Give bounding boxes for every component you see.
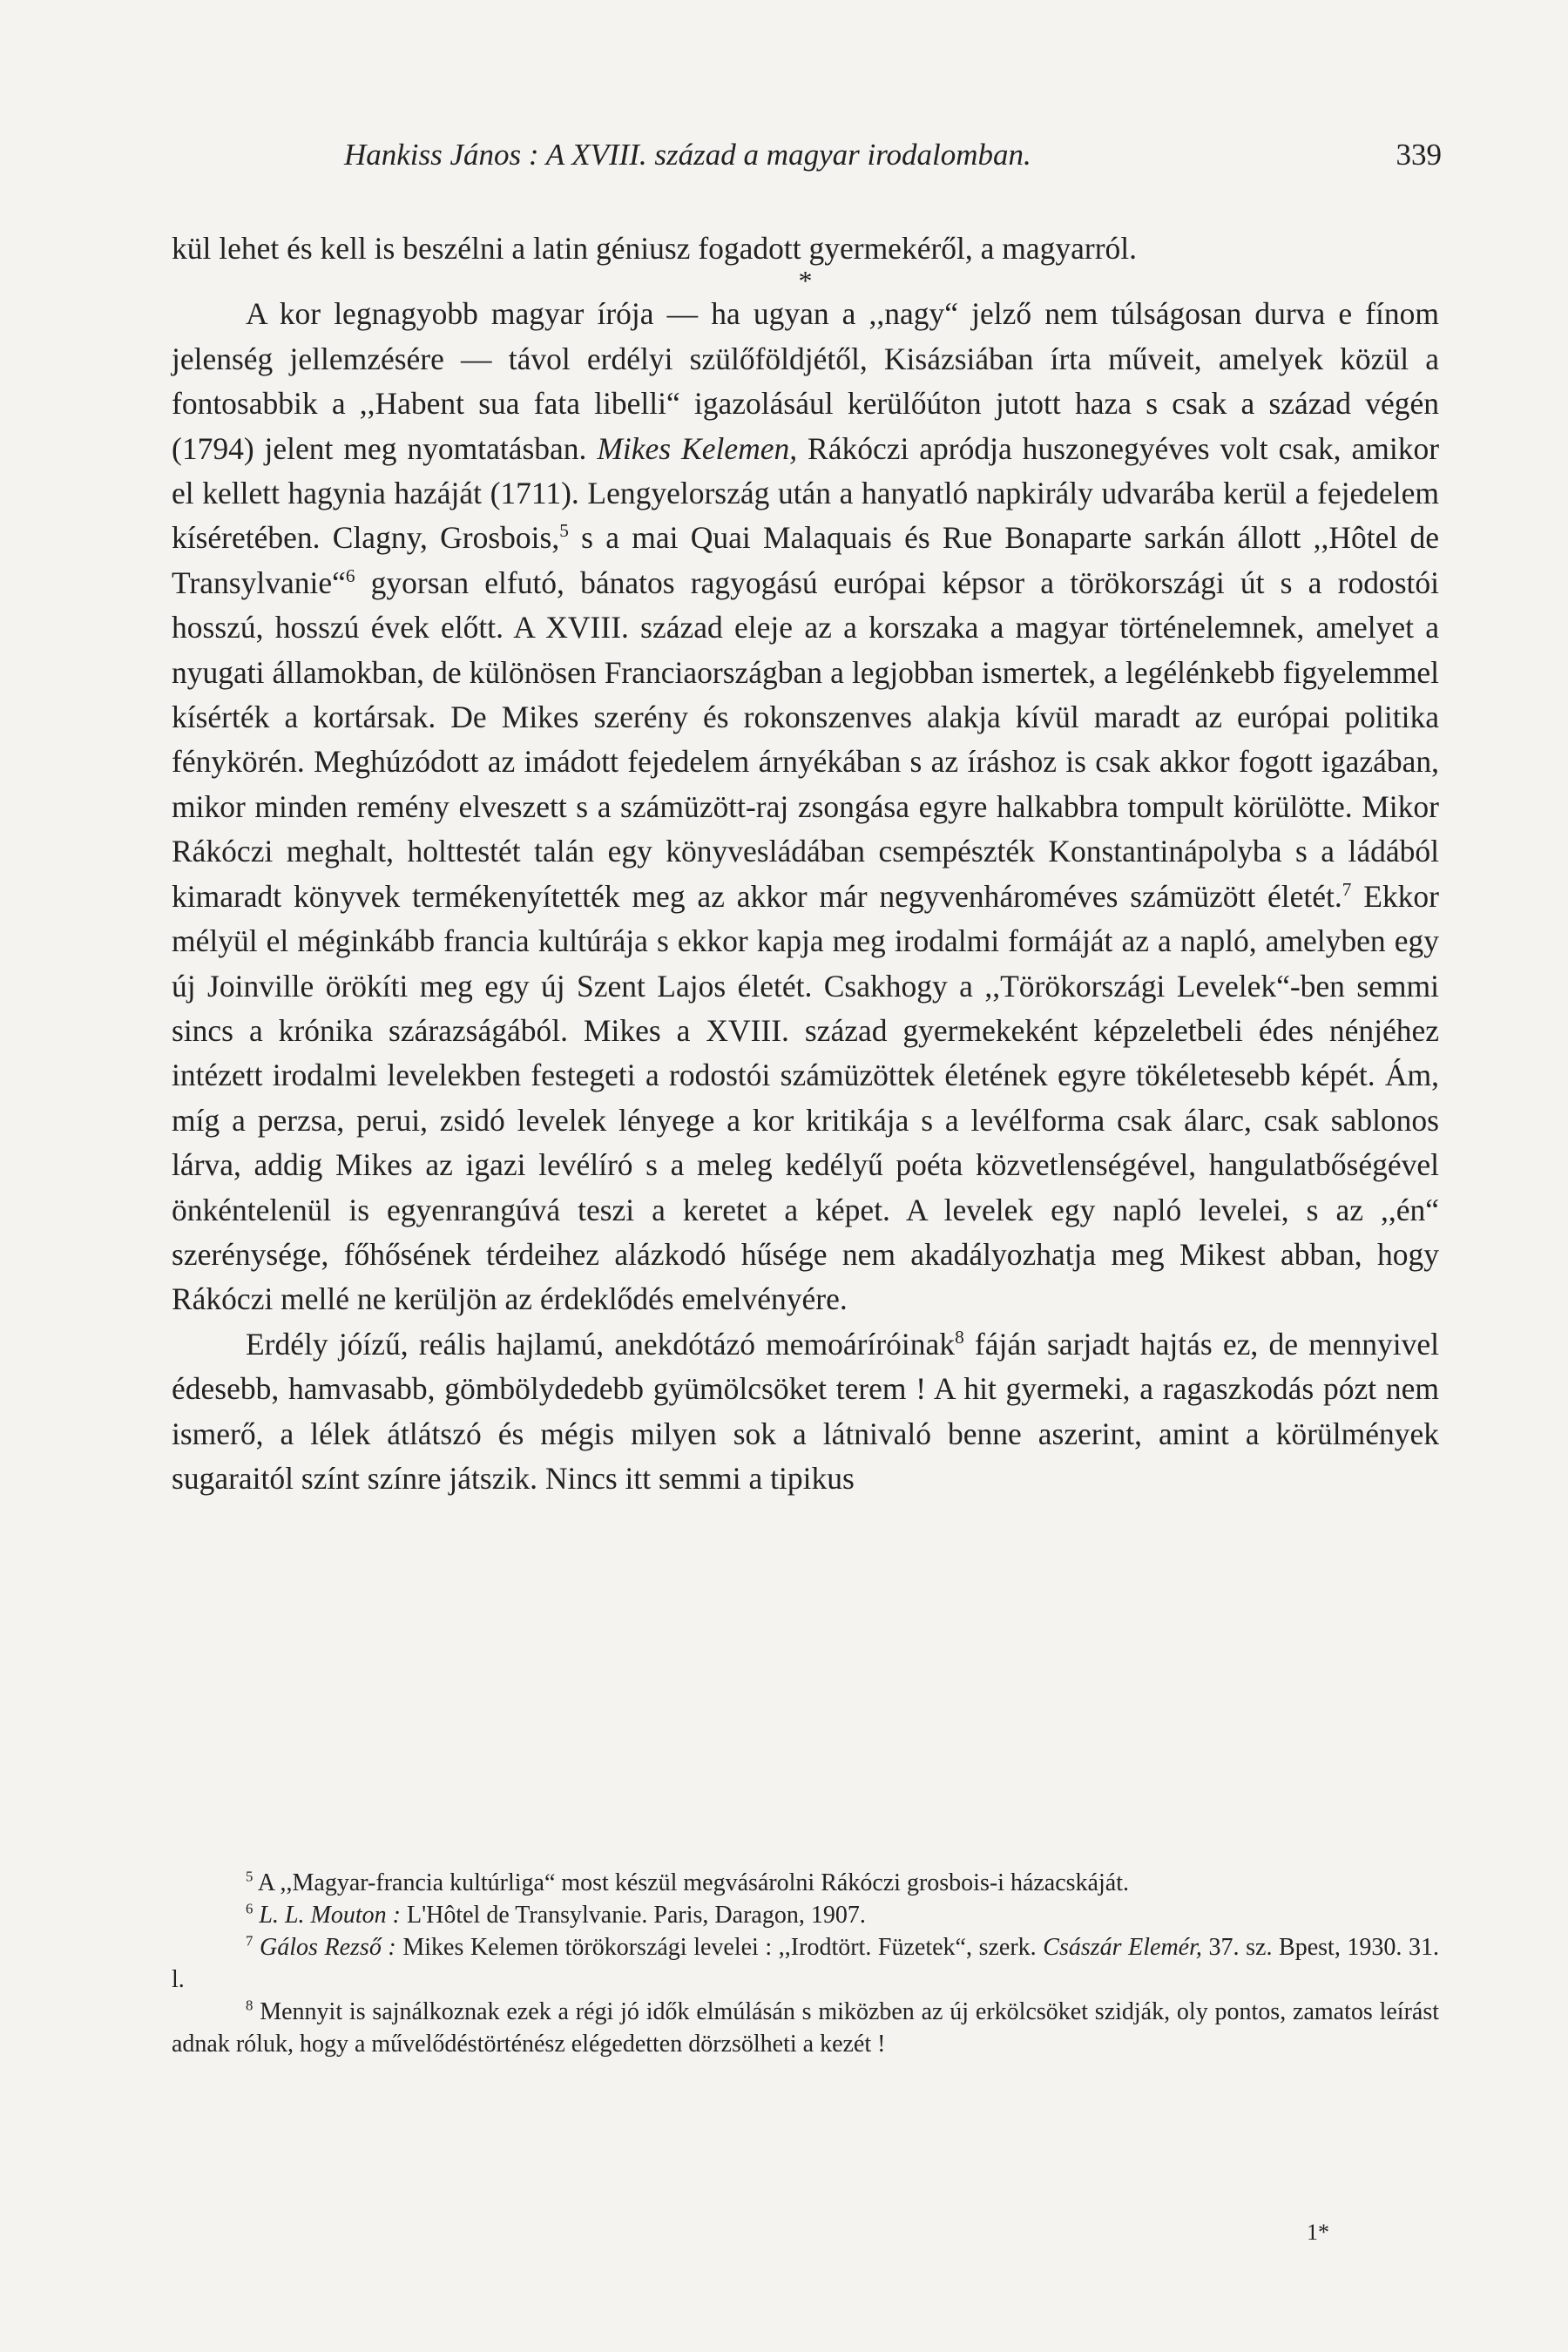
footnote-7: $^7$ Gálos Rezső : Mikes Kelemen törökországi levelei : ,,Irodtört. Füzetek“, szerk. Császár Elemér, 37. sz. Bpest, 1930. 31. l. bbox=[172, 1932, 1440, 1993]
footnotes bbox=[172, 1867, 1439, 2060]
signature-mark: 1* bbox=[1307, 2220, 1329, 2245]
paragraph-continuation: kül lehet és kell is beszélni a latin géniusz fogadott gyermekéről, a magyarról. bbox=[172, 231, 1138, 266]
page-number: 339 bbox=[1396, 138, 1442, 172]
footnote-ref-5: 5 bbox=[559, 520, 569, 542]
running-head bbox=[344, 138, 1442, 172]
footnote-ref-6: 6 bbox=[345, 565, 355, 587]
footnote-ref-8: 8 bbox=[955, 1326, 964, 1348]
footnote-8: $^8$ Mennyit is sajnálkoznak ezek a régi jó idők elmúlásán s miközben az új erkölcsöket szidják, oly pontos, zamatos leírást adnak róluk, hogy a művelődéstörténész elégedetten dörzsölheti a kezét ! bbox=[172, 1997, 1440, 2058]
footnote-6: $^6$ L. L. Mouton : L'Hôtel de Transylvanie. Paris, Daragon, 1907. bbox=[246, 1900, 866, 1929]
body-text bbox=[172, 226, 1439, 1501]
section-separator: * bbox=[798, 265, 813, 297]
footnote-5: $^5$ A ,,Magyar-francia kultúrliga“ most készül megvásárolni Rákóczi grosbois-i házacskáját. bbox=[246, 1868, 1129, 1896]
paragraph-erdely: Erdély jóízű, reális hajlamú, anekdótázó memoáríróinak$^8$ fáján sarjadt hajtás ez, de mennyivel édesebb, hamvasabb, gömbölydedebb gyümölcsöket terem ! A hit gyermeki, a ragaszkodás pózt nem ismerő, a lélek átlátszó és mégis milyen sok a látnivaló benne aszerint, amint a körülmények sugaraitól színt színre játszik. Nincs itt semmi a tipikus bbox=[172, 1326, 1440, 1496]
name-italic: Mikes Kelemen, bbox=[597, 430, 798, 466]
paragraph-mikes: A kor legnagyobb magyar írója — ha ugyan a ,,nagy“ jelző nem túlságosan durva e fínom jelenség jellemzésére — távol erdélyi szülőföldjétől, Kisázsiában írta műveit, amelyek közül a fontosabbik a ,,Habent sua fata libelli“ igazolásául kerülőúton jutott haza s csak a század végén (1794) jelent meg nyomtatásban. Mikes Kelemen, Rákóczi apródja huszonegyéves volt csak, amikor el kellett hagynia hazáját (1711). Lengyelország után a hanyatló napkirály udvarába kerül a fejedelem kíséretében. Clagny, Grosbois,$^5$ s a mai Quai Malaquais és Rue Bonaparte sarkán állott ,,Hôtel de Transylvanie“$^6$ gyorsan elfutó, bánatos ragyogású európai képsor a törökországi út s a rodostói hosszú, hosszú évek előtt. A XVIII. század eleje az a korszaka a magyar történelemnek, amelyet a nyugati államokban, de különösen Franciaországban a legjobban ismertek, a legélénkebb figyelemmel kísérték a kortársak. De Mikes szerény és rokonszenves alakja kívül maradt az európai politika fénykörén. Meghúzódott az imádott fejedelem árnyékában s az íráshoz is csak akkor fogott igazában, mikor minden remény elveszett s a számüzött-raj zsongása egyre halkabbra tompult körülötte. Mikor Rákóczi meghalt, holttestét talán egy könyvesládában csempészték Konstantinápolyba s a ládából kimaradt könyvek termékenyítették meg az akkor már negyvenhároméves számüzött életét.$^7$ Ekkor mélyül el méginkább francia kultúrája s ekkor kapja meg irodalmi formáját az a napló, amelyben egy új Joinville örökíti meg egy új Szent Lajos életét. Csakhogy a ,,Törökországi Levelek“-ben semmi sincs a krónika szárazságából. Mikes a XVIII. század gyermekeként képzeletbeli édes nénjéhez intézett irodalmi levelekben festegeti a rodostói számüzöttek életének egyre tökéletesebb képét. Ám, míg a perzsa, perui, zsidó levelek lényege a kor kritikája s a levélforma csak álarc, csak sablonos lárva, addig Mikes az igazi levélíró s a meleg kedélyű poéta közvetlenségével, hangulatbőségével önkéntelenül is egyenrangúvá teszi a keretet a képet. A levelek egy napló levelei, s az ,,én“ szerénysége, főhősének térdeihez alázkodó hűsége nem akadályozhatja meg Mikest abban, hogy Rákóczi mellé ne kerüljön az érdeklődés emelvényére. bbox=[172, 296, 1440, 1317]
running-head-title: Hankiss János : A XVIII. század a magyar irodalomban. bbox=[344, 138, 1031, 172]
footnote-ref-7: 7 bbox=[1342, 878, 1352, 900]
